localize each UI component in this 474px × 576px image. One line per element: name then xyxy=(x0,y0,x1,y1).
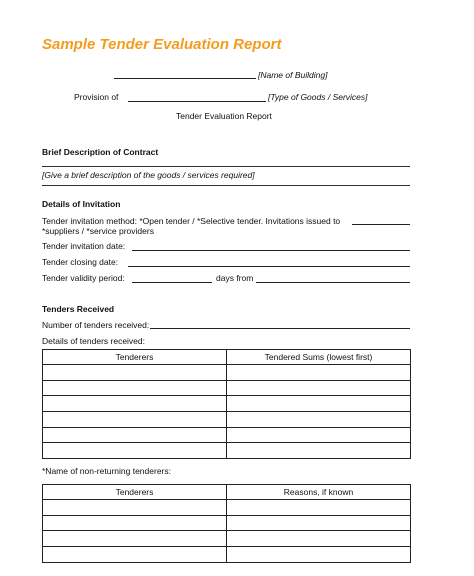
table-cell[interactable] xyxy=(43,365,227,381)
number-of-tenders-label: Number of tenders received: xyxy=(42,320,150,330)
details-of-tenders-label: Details of tenders received: xyxy=(42,336,145,346)
table-row xyxy=(43,412,411,428)
invitation-method-line1: Tender invitation method: *Open tender / *Selective tender. Invitations issued to xyxy=(42,216,341,226)
invitation-date-label: Tender invitation date: xyxy=(42,241,126,251)
provision-of-label: Provision of xyxy=(74,92,119,102)
table-cell[interactable] xyxy=(43,547,227,563)
closing-date-line[interactable] xyxy=(128,266,410,267)
tenders-received-table xyxy=(42,349,411,459)
table-cell[interactable] xyxy=(43,443,227,459)
table-cell[interactable] xyxy=(43,412,227,428)
table-cell[interactable] xyxy=(43,515,227,531)
tenders-received-heading: Tenders Received xyxy=(42,304,115,314)
invitation-date-line[interactable] xyxy=(132,250,410,251)
building-label: [Name of Building] xyxy=(258,70,328,80)
table-row xyxy=(43,515,411,531)
days-from-line[interactable] xyxy=(256,282,410,283)
contract-heading: Brief Description of Contract xyxy=(42,147,159,157)
table-cell[interactable] xyxy=(227,365,411,381)
table-cell[interactable] xyxy=(43,396,227,412)
table-cell[interactable] xyxy=(227,427,411,443)
invitation-method-field-line[interactable] xyxy=(352,224,410,225)
column-header-tenderers: Tenderers xyxy=(43,350,227,365)
table-header-row xyxy=(43,350,411,365)
non-returning-label: *Name of non-returning tenderers: xyxy=(42,466,171,476)
table-cell[interactable] xyxy=(43,531,227,547)
table-row xyxy=(43,365,411,381)
table-cell[interactable] xyxy=(227,412,411,428)
table-cell[interactable] xyxy=(43,380,227,396)
table-row xyxy=(43,380,411,396)
table-cell[interactable] xyxy=(227,396,411,412)
column-header-tendered-sums: Tendered Sums (lowest first) xyxy=(227,350,411,365)
table-cell[interactable] xyxy=(227,443,411,459)
table-cell[interactable] xyxy=(227,531,411,547)
column-header-tenderers: Tenderers xyxy=(43,485,227,500)
table-cell[interactable] xyxy=(43,427,227,443)
number-of-tenders-line[interactable] xyxy=(150,328,410,329)
table-cell[interactable] xyxy=(227,380,411,396)
table-row xyxy=(43,500,411,516)
validity-period-line[interactable] xyxy=(132,282,212,283)
validity-period-label: Tender validity period: xyxy=(42,273,125,283)
document-title: Sample Tender Evaluation Report xyxy=(42,36,282,53)
report-heading: Tender Evaluation Report xyxy=(176,111,272,121)
invitation-method-line2: *suppliers / *service providers xyxy=(42,226,154,236)
non-returning-table xyxy=(42,484,411,563)
table-row xyxy=(43,443,411,459)
table-row xyxy=(43,396,411,412)
table-header-row xyxy=(43,485,411,500)
invitation-heading: Details of Invitation xyxy=(42,199,121,209)
goods-field-line[interactable] xyxy=(128,101,266,102)
table-row xyxy=(43,427,411,443)
column-header-reasons: Reasons, if known xyxy=(227,485,411,500)
table-row xyxy=(43,547,411,563)
table-cell[interactable] xyxy=(227,515,411,531)
table-row xyxy=(43,531,411,547)
table-cell[interactable] xyxy=(227,547,411,563)
days-from-label: days from xyxy=(216,273,254,283)
table-cell[interactable] xyxy=(43,500,227,516)
contract-description-box[interactable] xyxy=(42,166,410,186)
building-field-line[interactable] xyxy=(114,78,256,79)
goods-label: [Type of Goods / Services] xyxy=(268,92,368,102)
closing-date-label: Tender closing date: xyxy=(42,257,119,267)
table-cell[interactable] xyxy=(227,500,411,516)
contract-hint: [Give a brief description of the goods / services required] xyxy=(42,170,255,180)
